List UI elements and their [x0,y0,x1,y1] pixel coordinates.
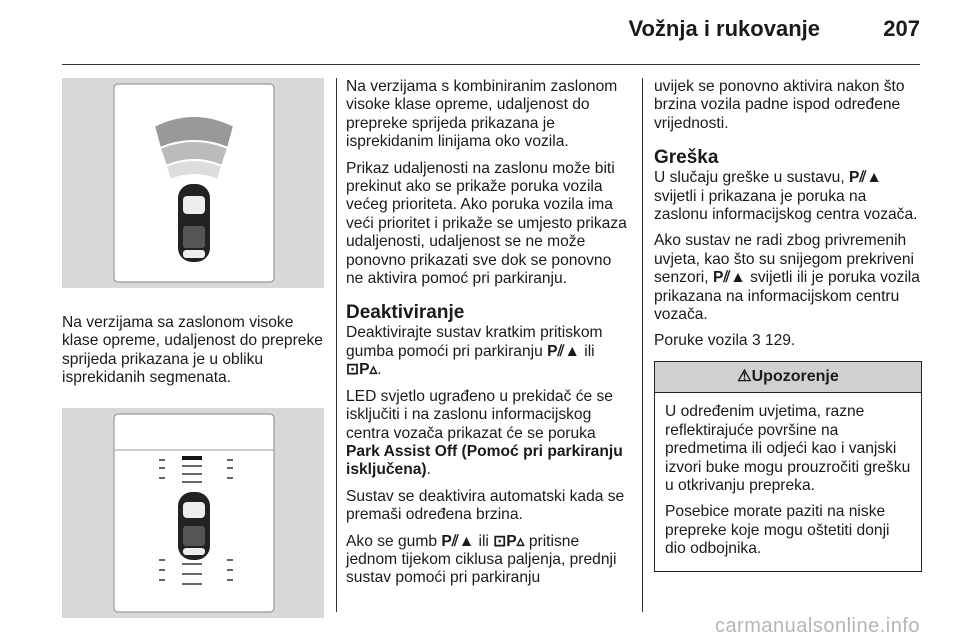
paragraph: LED svjetlo ugrađeno u prekidač će se isključiti i na zaslonu informacijskog centra vozača prikazat će se poruka Park Assist Off (Pomoć pri parkiranju isključena). [346,387,623,479]
header-rule [62,64,920,65]
paragraph: Prikaz udaljenosti na zaslonu može biti prekinut ako se prikaže poruka vozila većeg prioriteta. Ako poruka vozila ima veći prioritet i prikaže se umjesto prikaza udaljenosti, udaljenost se ne može ponovno prikazati sve dok se ponovno ne aktivira pomoć pri parkiranju. [346,159,627,288]
page-number: 207 [883,16,920,41]
warning-title: Upozorenje [751,367,839,385]
column-3 [654,78,922,572]
paragraph: Sustav se deaktivira automatski kada se premaši određena brzina. [346,487,625,524]
message-text: Park Assist Off (Pomoć pri parkiranju isključena) [346,442,623,479]
section-heading: Deaktiviranje [346,302,465,324]
paragraph: U određenim uvjetima, razne reflektirajuće površine na predmetima ili odjeći kao i vanjski izvori buke mogu prouzročiti grešku u otkrivanju prepreka. [665,403,911,494]
figure-dashed-lines [62,408,324,618]
warning-body [655,393,921,570]
section-heading: Greška [654,147,719,169]
paragraph: Posebice morate paziti na niske prepreke koje mogu oštetiti donji dio odbojnika. [665,503,890,558]
paragraph: Poruke vozila 3 129. [654,332,796,350]
warning-header [655,362,921,393]
column-divider [642,78,643,612]
watermark: carmanualsonline.info [714,615,920,637]
park-assist-icon: P⫽▲ [849,169,882,187]
warning-triangle-icon: ⚠ [737,367,752,385]
paragraph: Ako se gumb P⫽▲ ili ⊡P▵ pritisne jednom tijekom ciklusa paljenja, prednji sustav pomoći pri parkiranju [346,532,617,587]
column-divider [336,78,337,612]
park-assist-alt-icon: ⊡P▵ [346,361,378,379]
figure-caption: Na verzijama sa zaslonom visoke klase opreme, udaljenost do prepreke sprijeda prikazana je u obliku isprekidanih segmenata. [62,314,323,387]
park-assist-icon: P⫽▲ [441,532,475,550]
warning-box [654,361,922,572]
page-title: Vožnja i rukovanje [628,16,820,41]
column-1 [62,78,324,618]
paragraph: Na verzijama s kombiniranim zaslonom visoke klase opreme, udaljenost do prepreke sprijeda prikazana je isprekidanim linijama oko vozila. [346,78,618,151]
figure-front-segments [62,78,324,288]
park-assist-alt-icon: ⊡P▵ [493,532,525,550]
column-2 [346,78,630,596]
paragraph: U slučaju greške u sustavu, P⫽▲ svijetli i prikazana je poruka na zaslonu informacijskog centra vozača. [654,169,918,224]
paragraph: uvijek se ponovno aktivira nakon što brzina vozila padne ispod određene vrijednosti. [654,78,905,132]
page-reference-link[interactable]: 3 129. [751,332,796,350]
paragraph: Ako sustav ne radi zbog privremenih uvjeta, kao što su snijegom prekriveni senzori, P⫽▲ svijetli ili je poruka vozila prikazana na informacijskom centru vozača. [654,232,920,324]
park-assist-icon: P⫽▲ [712,269,746,287]
paragraph: Deaktivirajte sustav kratkim pritiskom gumba pomoći pri parkiranju P⫽▲ ili ⊡P▵. [346,324,603,379]
park-assist-icon: P⫽▲ [547,342,580,360]
